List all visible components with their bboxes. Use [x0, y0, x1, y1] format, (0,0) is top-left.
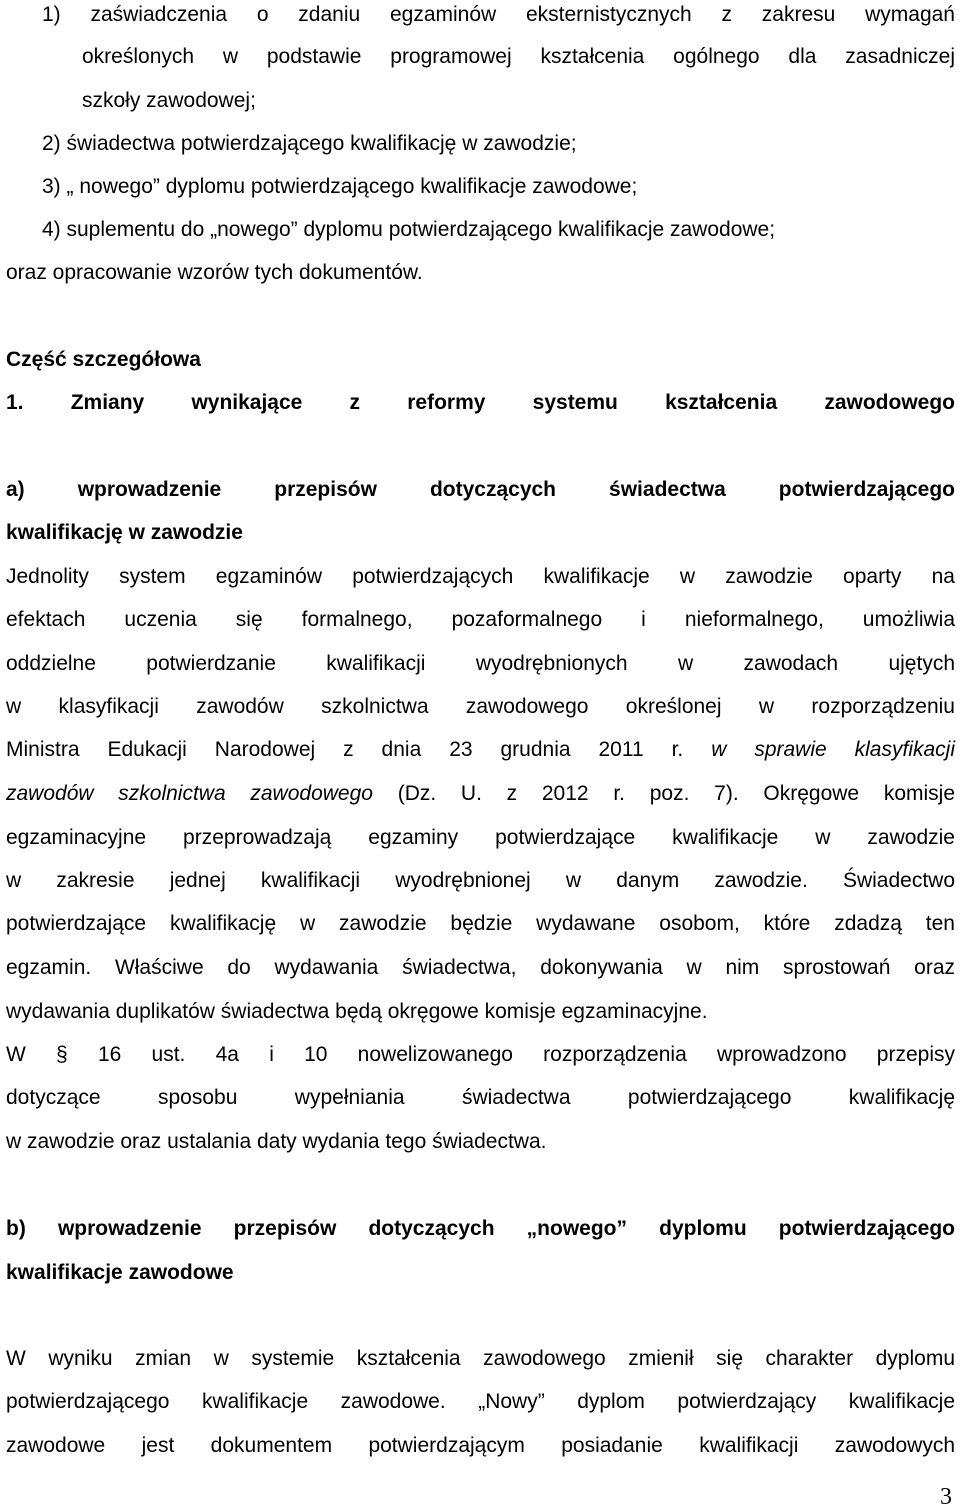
subsection-a-heading-line-2: kwalifikację w zawodzie	[6, 521, 243, 544]
list-item-4: 4) suplementu do „nowego” dyplomu potwierdzającego kwalifikacje zawodowe;	[42, 218, 776, 241]
paragraph-line: dotyczące sposobu wypełniania świadectwa potwierdzającego kwalifikację	[6, 1086, 955, 1109]
paragraph-line: egzamin. Właściwe do wydawania świadectwa, dokonywania w nim sprostowań oraz	[6, 956, 955, 979]
paragraph-text: (Dz. U. z 2012 r. poz. 7). Okręgowe komisje	[397, 782, 955, 805]
paragraph-line: potwierdzające kwalifikację w zawodzie będzie wydawane osobom, które zdadzą ten	[6, 912, 955, 935]
paragraph-line: oddzielne potwierdzanie kwalifikacji wyodrębnionych w zawodach ujętych	[6, 652, 955, 675]
subsection-b-heading-line-2: kwalifikacje zawodowe	[6, 1261, 234, 1284]
paragraph-line: W § 16 ust. 4a i 10 nowelizowanego rozporządzenia wprowadzono przepisy	[6, 1043, 955, 1066]
subsection-a-heading-line-1: a) wprowadzenie przepisów dotyczących świadectwa potwierdzającego	[6, 478, 955, 501]
paragraph-line: w klasyfikacji zawodów szkolnictwa zawodowego określonej w rozporządzeniu	[6, 695, 955, 718]
list-item-2: 2) świadectwa potwierdzającego kwalifikację w zawodzie;	[42, 132, 577, 155]
list-item-3: 3) „ nowego” dyplomu potwierdzającego kwalifikacje zawodowe;	[42, 175, 638, 198]
section-heading-1: 1. Zmiany wynikające z reformy systemu kształcenia zawodowego	[6, 391, 955, 414]
regulation-title-italic: w sprawie klasyfikacji	[711, 738, 955, 761]
list-item-1-line-1: 1) zaświadczenia o zdaniu egzaminów eksternistycznych z zakresu wymagań	[42, 3, 955, 26]
subsection-b-heading-line-1: b) wprowadzenie przepisów dotyczących „nowego” dyplomu potwierdzającego	[6, 1217, 955, 1240]
regulation-title-italic: zawodów szkolnictwa zawodowego	[6, 782, 373, 805]
list-closing: oraz opracowanie wzorów tych dokumentów.	[6, 261, 423, 284]
paragraph-line-with-italic	[6, 781, 955, 807]
paragraph-line: zawodowe jest dokumentem potwierdzającym posiadanie kwalifikacji zawodowych	[6, 1434, 955, 1457]
list-item-1-line-2: określonych w podstawie programowej kształcenia ogólnego dla zasadniczej	[82, 45, 955, 68]
paragraph-line: potwierdzającego kwalifikacje zawodowe. „Nowy” dyplom potwierdzający kwalifikacje	[6, 1390, 955, 1413]
page-number: 3	[940, 1484, 952, 1510]
paragraph-line: efektach uczenia się formalnego, pozaformalnego i nieformalnego, umożliwia	[6, 608, 955, 631]
section-title: Część szczegółowa	[6, 348, 201, 371]
paragraph-line-with-italic	[6, 737, 955, 763]
paragraph-line: Jednolity system egzaminów potwierdzających kwalifikacje w zawodzie oparty na	[6, 565, 955, 588]
paragraph-text: Ministra Edukacji Narodowej z dnia 23 grudnia 2011 r.	[6, 738, 684, 761]
paragraph-line: egzaminacyjne przeprowadzają egzaminy potwierdzające kwalifikacje w zawodzie	[6, 826, 955, 849]
paragraph-line: W wyniku zmian w systemie kształcenia zawodowego zmienił się charakter dyplomu	[6, 1347, 955, 1370]
list-item-1-line-3: szkoły zawodowej;	[82, 89, 256, 112]
paragraph-line: wydawania duplikatów świadectwa będą okręgowe komisje egzaminacyjne.	[6, 1000, 708, 1023]
paragraph-line: w zakresie jednej kwalifikacji wyodrębnionej w danym zawodzie. Świadectwo	[6, 869, 955, 892]
paragraph-line: w zawodzie oraz ustalania daty wydania tego świadectwa.	[6, 1130, 547, 1153]
